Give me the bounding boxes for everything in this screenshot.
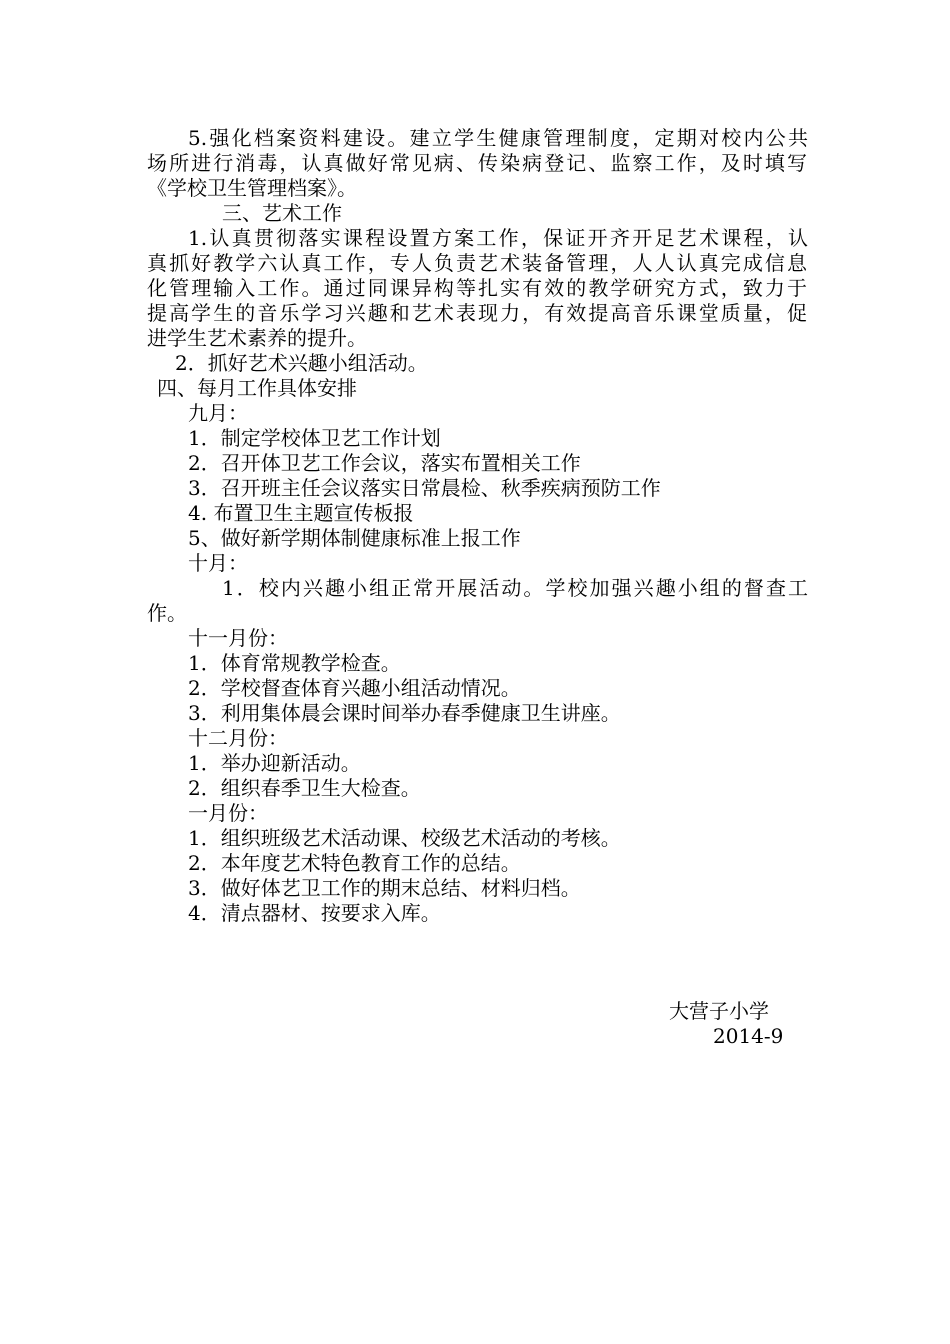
list-item: 1．体育常规教学检查。 — [188, 651, 401, 675]
text-line: 《学校卫生管理档案》。 — [147, 176, 357, 200]
text-line: 提高学生的音乐学习兴趣和艺术表现力，有效提高音乐课堂质量，促 — [147, 301, 807, 325]
list-item: 3．召开班主任会议落实日常晨检、秋季疾病预防工作 — [188, 476, 661, 500]
text-line: 2．抓好艺术兴趣小组活动。 — [175, 351, 428, 375]
list-item: 1．组织班级艺术活动课、校级艺术活动的考核。 — [188, 826, 621, 850]
list-item: 1．校内兴趣小组正常开展活动。学校加强兴趣小组的督查工 — [222, 576, 808, 600]
list-item: 2．召开体卫艺工作会议，落实布置相关工作 — [188, 451, 581, 475]
signature-school: 大营子小学 — [669, 999, 769, 1023]
list-item: 5、做好新学期体制健康标准上报工作 — [188, 526, 521, 550]
list-item: 4．清点器材、按要求入库。 — [188, 901, 441, 925]
text-line: 5.强化档案资料建设。建立学生健康管理制度，定期对校内公共 — [188, 126, 808, 150]
section-heading: 四、每月工作具体安排 — [157, 376, 357, 400]
list-item: 3．做好体艺卫工作的期末总结、材料归档。 — [188, 876, 581, 900]
list-item: 2．组织春季卫生大检查。 — [188, 776, 421, 800]
text-line: 真抓好教学六认真工作，专人负责艺术装备管理，人人认真完成信息 — [147, 251, 807, 275]
text-line: 场所进行消毒，认真做好常见病、传染病登记、监察工作，及时填写 — [147, 151, 807, 175]
month-heading: 一月份： — [188, 801, 268, 825]
list-item: 2．学校督查体育兴趣小组活动情况。 — [188, 676, 521, 700]
text-line: 化管理输入工作。通过同课异构等扎实有效的教学研究方式，致力于 — [147, 276, 807, 300]
text-line: 1.认真贯彻落实课程设置方案工作，保证开齐开足艺术课程，认 — [188, 226, 808, 250]
list-item: 3．利用集体晨会课时间举办春季健康卫生讲座。 — [188, 701, 621, 725]
month-heading: 十二月份： — [188, 726, 288, 750]
month-heading: 十一月份： — [188, 626, 288, 650]
list-item: 1．举办迎新活动。 — [188, 751, 361, 775]
month-heading: 十月： — [188, 551, 248, 575]
list-item: 4. 布置卫生主题宣传板报 — [188, 501, 414, 525]
list-item: 2．本年度艺术特色教育工作的总结。 — [188, 851, 521, 875]
month-heading: 九月： — [188, 401, 248, 425]
list-item: 1．制定学校体卫艺工作计划 — [188, 426, 441, 450]
text-line: 进学生艺术素养的提升。 — [147, 326, 367, 350]
section-heading: 三、艺术工作 — [222, 201, 342, 225]
list-item: 作。 — [147, 601, 187, 625]
signature-date: 2014-9 — [713, 1024, 784, 1048]
